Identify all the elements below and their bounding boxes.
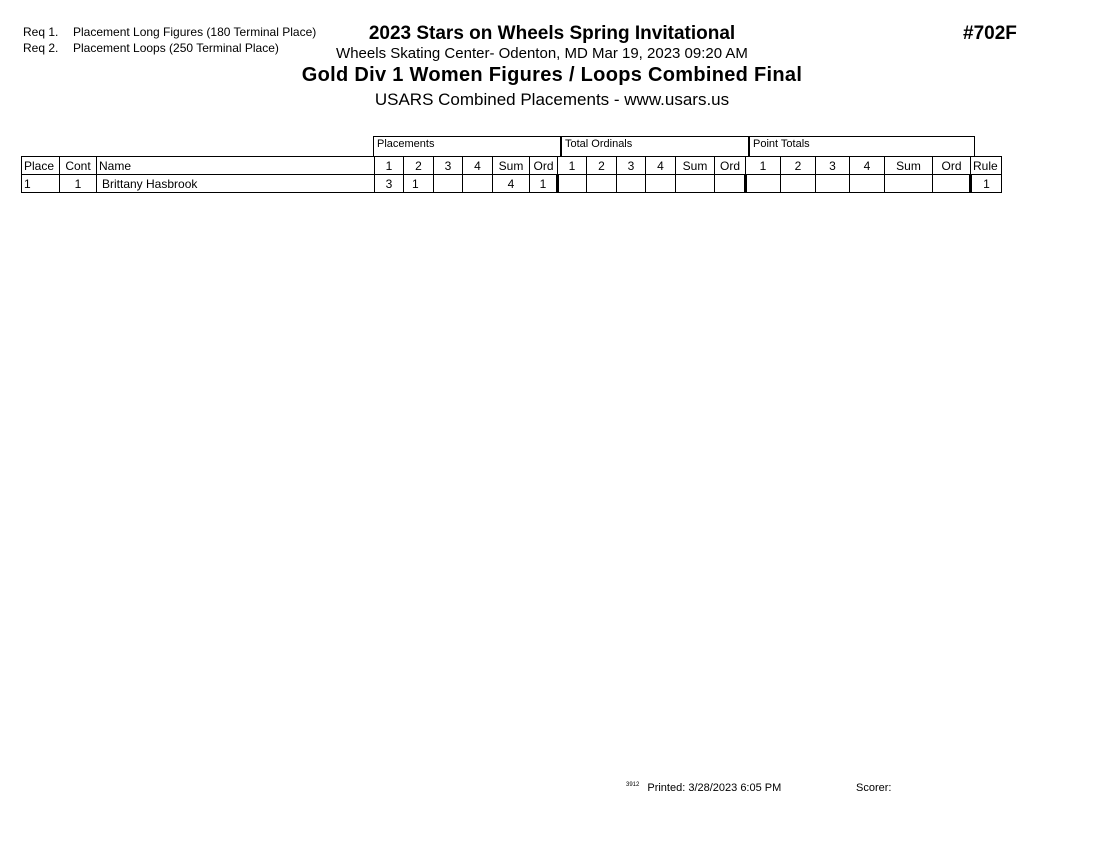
- header-placements-2: 2: [404, 157, 434, 175]
- header-points-sum: Sum: [885, 157, 933, 175]
- cell-rule: 1: [971, 175, 1002, 193]
- cell-placements-ord: 1: [530, 175, 558, 193]
- cell-points-1: [746, 175, 781, 193]
- header-placements-sum: Sum: [493, 157, 530, 175]
- event-number: #702F: [963, 23, 1017, 44]
- header-name: Name: [97, 157, 375, 175]
- footer-scorer: Scorer:: [856, 782, 892, 794]
- cell-points-2: [781, 175, 816, 193]
- header-ordinals-1: 1: [558, 157, 587, 175]
- header-points-2: 2: [781, 157, 816, 175]
- header-ordinals-ord: Ord: [715, 157, 746, 175]
- header-placements-4: 4: [463, 157, 493, 175]
- cell-placements-3: [434, 175, 463, 193]
- cell-cont: 1: [60, 175, 97, 193]
- cell-placements-2: 1: [404, 175, 434, 193]
- group-placements: Placements: [373, 136, 561, 156]
- cell-ordinals-2: [587, 175, 617, 193]
- header-ordinals-2: 2: [587, 157, 617, 175]
- header-points-4: 4: [850, 157, 885, 175]
- header-placements-ord: Ord: [530, 157, 558, 175]
- cell-ordinals-4: [646, 175, 676, 193]
- cell-placements-4: [463, 175, 493, 193]
- footer-printed: $^{3912}$ Printed: 3/28/2023 6:05 PM: [626, 782, 782, 794]
- cell-placements-sum: 4: [493, 175, 530, 193]
- cell-place: 1: [22, 175, 60, 193]
- header-rule: Rule: [971, 157, 1002, 175]
- cell-ordinals-ord: [715, 175, 746, 193]
- cell-ordinals-sum: [676, 175, 715, 193]
- cell-points-3: [816, 175, 850, 193]
- group-total-ordinals: Total Ordinals: [561, 136, 749, 156]
- event-title: Gold Div 1 Women Figures / Loops Combined Final: [301, 64, 803, 86]
- competition-title: 2023 Stars on Wheels Spring Invitational: [368, 23, 736, 44]
- header-placements-1: 1: [375, 157, 404, 175]
- header-ordinals-sum: Sum: [676, 157, 715, 175]
- header-cont: Cont: [60, 157, 97, 175]
- header-ordinals-3: 3: [617, 157, 646, 175]
- cell-points-ord: [933, 175, 971, 193]
- cell-ordinals-1: [558, 175, 587, 193]
- subtitle: USARS Combined Placements - www.usars.us: [374, 90, 730, 109]
- requirement-2: Req 2. Placement Loops (250 Terminal Place): [23, 41, 279, 55]
- cell-points-sum: [885, 175, 933, 193]
- table-row: [22, 175, 1002, 193]
- footer-code: 3912: [626, 782, 640, 788]
- cell-placements-1: 3: [375, 175, 404, 193]
- header-points-3: 3: [816, 157, 850, 175]
- header-ordinals-4: 4: [646, 157, 676, 175]
- cell-ordinals-3: [617, 175, 646, 193]
- cell-points-4: [850, 175, 885, 193]
- header-row: [22, 157, 1002, 175]
- group-point-totals: Point Totals: [749, 136, 975, 156]
- requirement-1: Req 1. Placement Long Figures (180 Terminal Place): [23, 25, 317, 39]
- header-placements-3: 3: [434, 157, 463, 175]
- results-table: [21, 156, 1002, 193]
- venue-line: Wheels Skating Center- Odenton, MD Mar 19, 2023 09:20 AM: [336, 45, 748, 62]
- cell-name: Brittany Hasbrook: [97, 175, 375, 193]
- header-place: Place: [22, 157, 60, 175]
- header-points-ord: Ord: [933, 157, 971, 175]
- header-points-1: 1: [746, 157, 781, 175]
